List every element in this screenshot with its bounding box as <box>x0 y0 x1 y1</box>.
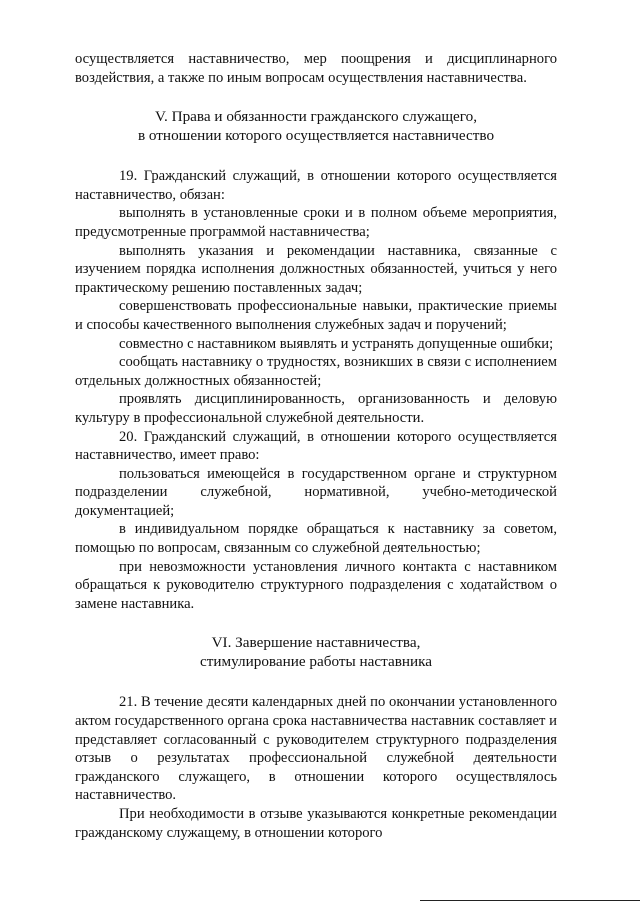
clause-19-item: совершенствовать профессиональные навыки, практические приемы и способы качественного выполнения служебных задач и поручений; <box>75 298 557 333</box>
intro-continuation-paragraph: осуществляется наставничество, мер поощрения и дисциплинарного воздействия, а также по иным вопросам осуществления наставничества. <box>75 51 557 86</box>
clause-20-item: пользоваться имеющейся в государственном органе и структурном подразделении служебной, нормативной, учебно-методической документацией; <box>75 465 557 519</box>
clause-21-paragraph: 21. В течение десяти календарных дней по окончании установленного актом государственного органа срока наставничества наставник составляет и представляет согласованный с руководителем структурного подразделения отзыв о результатах профессиональной служебной деятельности гражданского служащего, в отношении которого осуществлялось наставничество. <box>75 694 557 804</box>
clause-19-paragraph: 19. Гражданский служащий, в отношении которого осуществляется наставничество, обязан: <box>75 168 557 203</box>
clause-19-item: сообщать наставнику о трудностях, возникших в связи с исполнением отдельных должностных обязанностей; <box>75 354 557 389</box>
section-5-heading-line-1: V. Права и обязанности гражданского служащего, <box>155 108 477 126</box>
document-body <box>75 50 557 842</box>
clause-19-item: проявлять дисциплинированность, организованность и деловую культуру в профессиональной служебной деятельности. <box>75 391 557 426</box>
section-5-heading-line-2: в отношении которого осуществляется наставничество <box>137 127 495 145</box>
clause-20-paragraph: 20. Гражданский служащий, в отношении которого осуществляется наставничество, имеет право: <box>75 428 557 464</box>
footer-rule <box>420 900 640 901</box>
clause-21-continuation: При необходимости в отзыве указываются конкретные рекомендации гражданскому служащему, в отношении которого <box>75 806 557 841</box>
section-6-heading-line-1: VI. Завершение наставничества, <box>211 634 421 652</box>
section-6-heading-line-2: стимулирование работы наставника <box>199 653 433 671</box>
clause-19-item: выполнять указания и рекомендации наставника, связанные с изучением порядка исполнения должностных обязанностей, учиться у него практическому решению поставленных задач; <box>75 242 557 296</box>
clause-20-item: в индивидуальном порядке обращаться к наставнику за советом, помощью по вопросам, связанным со служебной деятельностью; <box>75 521 557 557</box>
section-6-heading <box>75 633 557 671</box>
clause-20-item: при невозможности установления личного контакта с наставником обращаться к руководителю структурного подразделения с ходатайством о замене наставника. <box>75 558 557 612</box>
section-5-heading <box>75 107 557 145</box>
clause-19-item: выполнять в установленные сроки и в полном объеме мероприятия, предусмотренные программой наставничества; <box>75 205 557 240</box>
clause-19-item: совместно с наставником выявлять и устранять допущенные ошибки; <box>119 335 554 352</box>
